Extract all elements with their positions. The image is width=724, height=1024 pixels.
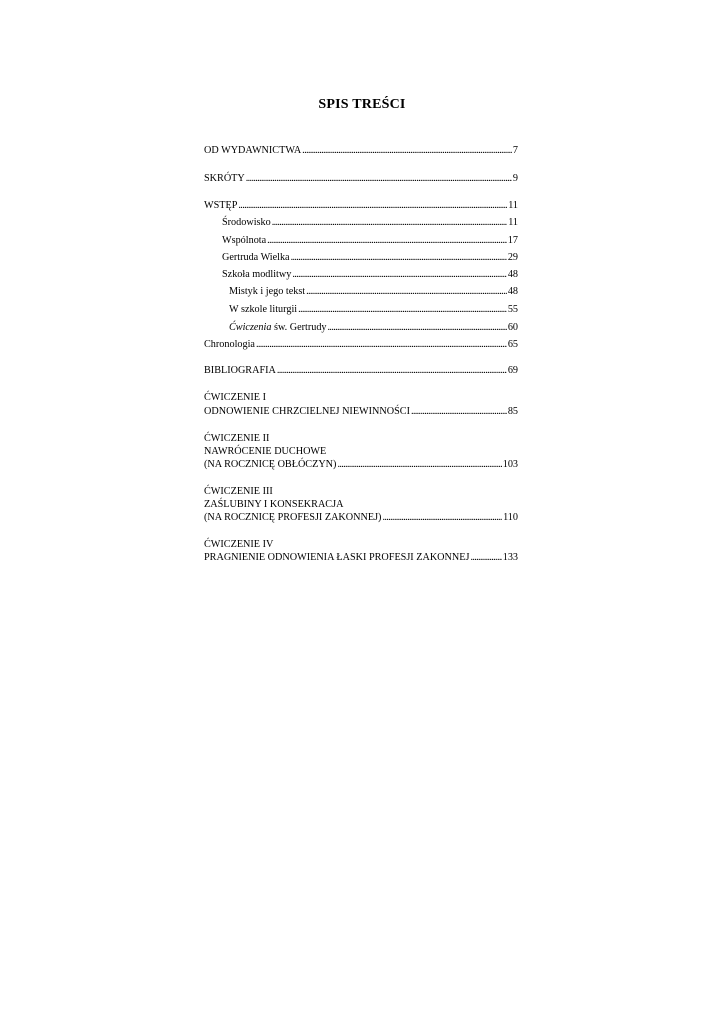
- dot-leader: [470, 551, 501, 565]
- toc-entry-page: 7: [512, 145, 518, 156]
- toc-entry-page: 60: [507, 322, 518, 333]
- toc-entry-page: 48: [507, 269, 518, 280]
- toc-entry[interactable]: [204, 144, 518, 158]
- toc-entry-page: 11: [508, 217, 518, 228]
- dot-leader: [267, 234, 507, 248]
- toc-entry-label-rest: św. Gertrudy: [271, 322, 327, 333]
- dot-leader: [277, 364, 507, 378]
- exercise-heading: ĆWICZENIE IV: [204, 539, 274, 550]
- dot-leader: [272, 216, 508, 230]
- toc-entry-page: 65: [507, 339, 518, 350]
- dot-leader: [306, 285, 507, 299]
- toc-subentry[interactable]: [222, 251, 518, 265]
- dot-leader: [291, 251, 507, 265]
- toc-entry[interactable]: [204, 458, 518, 472]
- toc-entry-label: WSTĘP: [204, 200, 238, 211]
- dot-leader: [238, 199, 507, 213]
- dot-leader: [256, 338, 507, 352]
- toc-entry-label: OD WYDAWNICTWA: [204, 145, 302, 156]
- dot-leader: [246, 172, 512, 186]
- toc-entry-page: 48: [507, 286, 518, 297]
- toc-entry-label: [229, 321, 327, 335]
- toc-entry-label: ODNOWIENIE CHRZCIELNEJ NIEWINNOŚCI: [204, 406, 410, 417]
- toc-entry-label: SKRÓTY: [204, 173, 245, 184]
- toc-entry-label: Środowisko: [222, 217, 271, 228]
- toc-entry-label: BIBLIOGRAFIA: [204, 365, 276, 376]
- exercise-subtitle: ZAŚLUBINY I KONSEKRACJA: [204, 499, 344, 510]
- toc-entry-page: 17: [507, 235, 518, 246]
- toc-entry-label: Gertruda Wielka: [222, 252, 290, 263]
- dot-leader: [382, 511, 502, 525]
- toc-subsubentry[interactable]: [229, 303, 518, 317]
- toc-entry-page: 55: [507, 304, 518, 315]
- toc-entry[interactable]: [204, 551, 518, 565]
- toc-entry-page: 11: [508, 200, 518, 211]
- toc-entry-page: 103: [502, 459, 518, 470]
- toc-entry-label: Chronologia: [204, 339, 255, 350]
- dot-leader: [292, 268, 506, 282]
- toc-entry-label: Wspólnota: [222, 235, 267, 246]
- toc-subentry[interactable]: [222, 216, 518, 230]
- toc-entry-label-italic: Ćwiczenia: [229, 322, 272, 333]
- dot-leader: [337, 458, 501, 472]
- toc-entry-page: 85: [507, 406, 518, 417]
- toc-entry-page: 29: [507, 252, 518, 263]
- toc-entry[interactable]: [204, 405, 518, 419]
- toc-subsubentry[interactable]: [229, 285, 518, 299]
- toc-entry-label: PRAGNIENIE ODNOWIENIA ŁASKI PROFESJI ZAKONNEJ: [204, 552, 470, 563]
- dot-leader: [298, 303, 507, 317]
- toc-entry[interactable]: [204, 199, 518, 213]
- toc-subentry[interactable]: [222, 268, 518, 282]
- toc-entry[interactable]: [204, 338, 518, 352]
- dot-leader: [328, 321, 507, 335]
- exercise-heading: ĆWICZENIE I: [204, 392, 266, 403]
- toc-entry-label: Mistyk i jego tekst: [229, 286, 306, 297]
- toc-entry[interactable]: [204, 511, 518, 525]
- dot-leader: [411, 405, 507, 419]
- toc-entry-label: Szkoła modlitwy: [222, 269, 292, 280]
- toc-entry[interactable]: [204, 364, 518, 378]
- toc-entry-label: W szkole liturgii: [229, 304, 298, 315]
- dot-leader: [302, 144, 512, 158]
- toc-entry-page: 9: [512, 173, 518, 184]
- toc-entry[interactable]: [204, 172, 518, 186]
- toc-entry-page: 133: [502, 552, 518, 563]
- toc-subentry[interactable]: [222, 234, 518, 248]
- toc-entry-label: (NA ROCZNICĘ PROFESJI ZAKONNEJ): [204, 512, 382, 523]
- exercise-heading: ĆWICZENIE III: [204, 486, 273, 497]
- page-title: SPIS TREŚCI: [318, 97, 406, 112]
- toc-entry-page: 69: [507, 365, 518, 376]
- exercise-subtitle: NAWRÓCENIE DUCHOWE: [204, 446, 327, 457]
- toc-entry-label: (NA ROCZNICĘ OBŁÓCZYN): [204, 459, 337, 470]
- toc-subsubentry[interactable]: [229, 321, 518, 335]
- exercise-heading: ĆWICZENIE II: [204, 433, 270, 444]
- toc-entry-page: 110: [503, 512, 518, 523]
